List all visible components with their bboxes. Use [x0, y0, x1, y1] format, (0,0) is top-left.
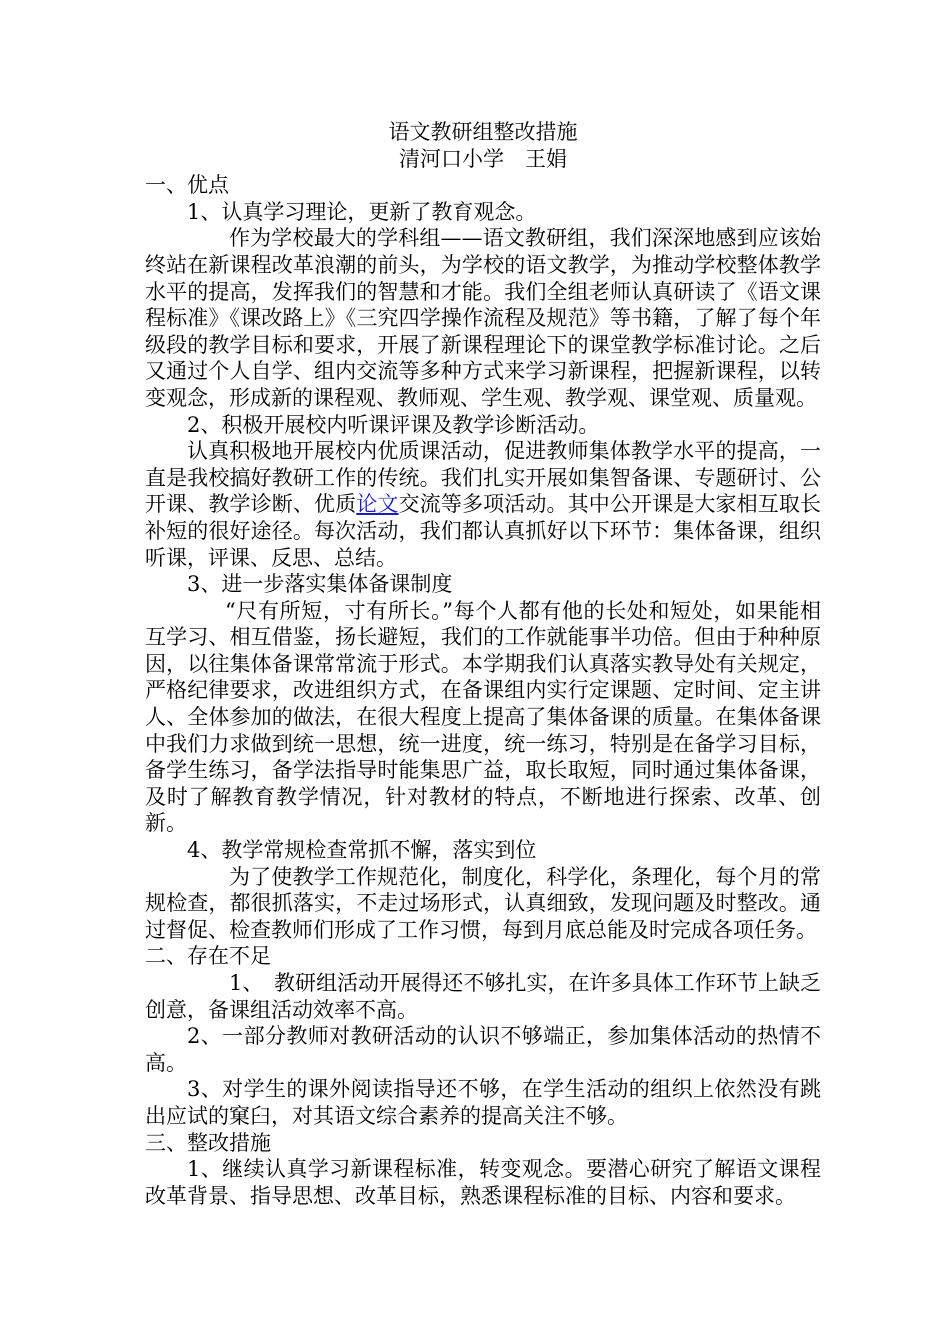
document-body [145, 119, 821, 1209]
shortcoming-item-3: 3、对学生的课外阅读指导还不够，在学生活动的组织上依然没有跳出应试的窠臼，对其语文综合素养的提高关注不够。 [145, 1077, 821, 1128]
item-body-3: “尺有所短，寸有所长。”每个人都有他的长处和短处，如果能相互学习、相互借鉴，扬长避短，我们的工作就能事半功倍。但由于种种原因，以往集体备课常常流于形式。本学期我们认真落实教导处有关规定，严格纪律要求，改进组织方式，在备课组内实行定课题、定时间、定主讲人、全体参加的做法，在很大程度上提高了集体备课的质量。在集体备课中我们力求做到统一思想，统一进度，统一练习，特别是在备学习目标，备学生练习，备学法指导时能集思广益，取长取短，同时通过集体备课，及时了解教育教学情况，针对教材的特点，不断地进行探索、改革、创新。 [145, 598, 821, 836]
item-body-2-text-a: 认真积极地开展校内优质课活动，促进教师集体教学水平的提高，一直是我校搞好教研工作的传统。我们扎实开展如集智备课、专题研讨、公开课、教学诊断、优质 [145, 439, 821, 517]
item-body-1: 作为学校最大的学科组——语文教研组，我们深深地感到应该始终站在新课程改革浪潮的前头，为学校的语文教学，为推动学校整体教学水平的提高，发挥我们的智慧和才能。我们全组老师认真研读了《语文课程标准》《课改路上》《三究四学操作流程及规范》等书籍，了解了每个年级段的教学目标和要求，开展了新课程理论下的课堂教学标准讨论。之后又通过个人自学、组内交流等多种方式来学习新课程，把握新课程，以转变观念，形成新的课程观、教师观、学生观、教学观、课堂观、质量观。 [145, 226, 821, 410]
shortcoming-item-2: 2、一部分教师对教研活动的认识不够端正，参加集体活动的热情不高。 [145, 1024, 821, 1075]
measure-item-1: 1、继续认真学习新课程标准，转变观念。要潜心研究了解语文课程改革背景、指导思想、改革目标，熟悉课程标准的目标、内容和要求。 [145, 1157, 821, 1208]
item-body-4: 为了使教学工作规范化，制度化，科学化，条理化，每个月的常规检查，都很抓落实，不走过场形式，认真细致，发现问题及时整改。通过督促、检查教师们形成了工作习惯，每到月底总能及时完成各项任务。 [145, 864, 821, 942]
document-title: 语文教研组整改措施 [388, 120, 578, 144]
item-heading-3: 3、进一步落实集体备课制度 [187, 572, 453, 597]
document-byline: 清河口小学 王娟 [399, 146, 567, 171]
section-heading-measures: 三、整改措施 [145, 1130, 271, 1155]
item-heading-2: 2、积极开展校内听课评课及教学诊断活动。 [187, 412, 600, 437]
item-body-2-text-b: 交流等多项活动。其中公开课是大家相互取长补短的很好途径。每次活动，我们都认真抓好以下环节：集体备课，组织听课，评课、反思、总结。 [145, 492, 822, 570]
shortcoming-item-1: 1、 教研组活动开展得还不够扎实，在许多具体工作环节上缺乏创意，备课组活动效率不高。 [145, 971, 821, 1022]
item-body-2 [145, 438, 821, 571]
section-heading-strengths: 一、优点 [145, 173, 229, 198]
item-heading-4: 4、教学常规检查常抓不懈，落实到位 [187, 838, 537, 863]
item-heading-1: 1、认真学习理论，更新了教育观念。 [187, 199, 537, 224]
section-heading-shortcomings: 二、存在不足 [145, 944, 271, 969]
paper-link[interactable]: 论文 [356, 492, 399, 517]
